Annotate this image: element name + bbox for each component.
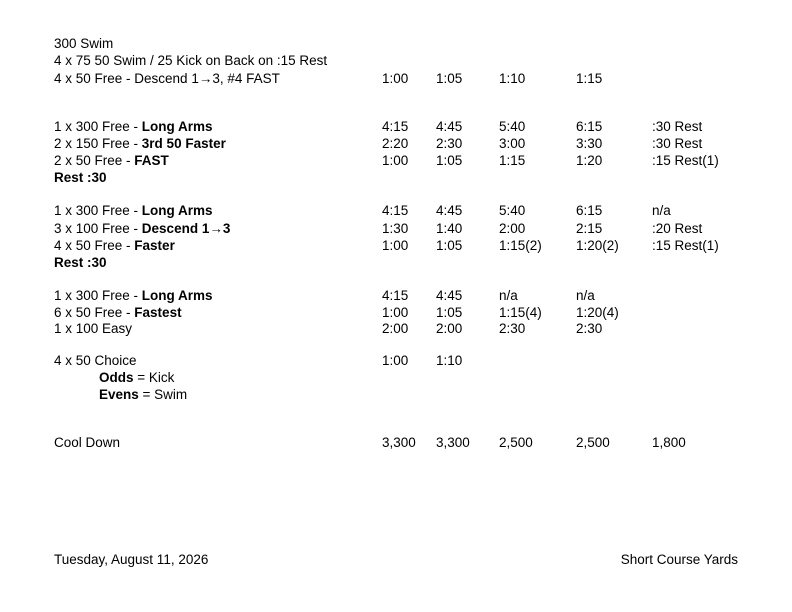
interval-1: 1:00: [382, 353, 409, 368]
interval-1: 4:15: [382, 203, 409, 218]
interval-1: 2:00: [382, 321, 409, 336]
footer-date: Tuesday, August 11, 2026: [54, 552, 209, 567]
set2-row-3: [0, 237, 792, 254]
interval-2: 2:30: [436, 136, 463, 151]
set2-row-2-focus: Descend 1→3: [141, 221, 231, 236]
interval-3: 2:30: [499, 321, 526, 336]
interval-4: 1:20: [576, 153, 603, 168]
odds-label: Odds: [99, 370, 134, 385]
set3-row-2-focus: Fastest: [134, 305, 182, 320]
interval-3: 1:15(2): [499, 238, 542, 253]
set2-row-3-prefix: 4 x 50 Free -: [54, 238, 135, 253]
rest-note: :30 Rest: [652, 136, 703, 151]
cooldown-row: [0, 434, 792, 451]
warmup-row-3: [0, 70, 792, 87]
cooldown-label: Cool Down: [54, 435, 121, 450]
interval-2: 1:05: [436, 71, 463, 86]
interval-1: 1:00: [382, 238, 409, 253]
interval-3: 1:15: [499, 153, 526, 168]
set3-row-1-desc: [54, 287, 213, 304]
interval-3: 2:00: [499, 221, 526, 236]
interval-3: 1:10: [499, 71, 526, 86]
rest-note: :15 Rest(1): [652, 153, 719, 168]
set1-row-1-focus: Long Arms: [141, 119, 213, 134]
interval-2: 4:45: [436, 119, 463, 134]
warmup-line-3: 4 x 50 Free - Descend 1→3, #4 FAST: [54, 71, 280, 86]
interval-4: 1:15: [576, 71, 603, 86]
interval-1: 1:00: [382, 305, 409, 320]
set1-row-1-prefix: 1 x 300 Free -: [54, 119, 142, 134]
interval-4: 2:30: [576, 321, 603, 336]
choice-label: 4 x 50 Choice: [54, 353, 137, 368]
warmup-line-2: 4 x 75 50 Swim / 25 Kick on Back on :15 Rest: [54, 53, 328, 68]
set1-row-2-focus: 3rd 50 Faster: [141, 136, 226, 151]
interval-2: 1:40: [436, 221, 463, 236]
choice-evens: [99, 386, 187, 403]
choice-row: [0, 352, 792, 369]
set2-row-1: [0, 202, 792, 219]
interval-4: 1:20(4): [576, 305, 619, 320]
set2-row-1-focus: Long Arms: [141, 203, 213, 218]
interval-4: 3:30: [576, 136, 603, 151]
set3-row-3: [0, 320, 792, 337]
set3-row-1: [0, 287, 792, 304]
interval-3: n/a: [499, 288, 518, 303]
evens-value: = Swim: [138, 387, 188, 402]
set1-row-3-desc: [54, 152, 169, 169]
rest-note: :20 Rest: [652, 221, 703, 236]
set3-row-3-desc: 1 x 100 Easy: [54, 321, 133, 336]
evens-label: Evens: [99, 387, 139, 402]
rest-note: :15 Rest(1): [652, 238, 719, 253]
set1-row-3: [0, 152, 792, 169]
set3-row-1-focus: Long Arms: [141, 288, 213, 303]
interval-1: 4:15: [382, 288, 409, 303]
interval-3: 1:15(4): [499, 305, 542, 320]
interval-2: 4:45: [436, 288, 463, 303]
interval-3: 5:40: [499, 119, 526, 134]
set1-row-1-desc: [54, 118, 213, 135]
interval-3: 3:00: [499, 136, 526, 151]
set2-row-2: [0, 220, 792, 237]
choice-evens-row: [0, 386, 792, 403]
total-4: 2,500: [576, 435, 610, 450]
total-2: 3,300: [436, 435, 470, 450]
set2-row-3-focus: Faster: [134, 238, 175, 253]
interval-1: 1:30: [382, 221, 409, 236]
set2-rest-label: Rest :30: [54, 255, 107, 270]
set1-row-2: [0, 135, 792, 152]
set1-row-1: [0, 118, 792, 135]
total-1: 3,300: [382, 435, 416, 450]
set2-row-2-prefix: 3 x 100 Free -: [54, 221, 142, 236]
set1-row-3-prefix: 2 x 50 Free -: [54, 153, 135, 168]
interval-1: 1:00: [382, 71, 409, 86]
set2-row-3-desc: [54, 237, 175, 254]
choice-odds: [99, 369, 174, 386]
rest-note: :30 Rest: [652, 119, 703, 134]
set1-row-3-focus: FAST: [134, 153, 169, 168]
interval-1: 4:15: [382, 119, 409, 134]
set2-row-1-desc: [54, 202, 213, 219]
interval-2: 1:05: [436, 238, 463, 253]
interval-2: 4:45: [436, 203, 463, 218]
set1-row-2-desc: [54, 135, 226, 152]
set3-row-2: [0, 304, 792, 321]
interval-2: 1:05: [436, 305, 463, 320]
footer-course: Short Course Yards: [620, 552, 738, 567]
interval-2: 2:00: [436, 321, 463, 336]
interval-1: 2:20: [382, 136, 409, 151]
interval-4: 6:15: [576, 119, 603, 134]
interval-4: 1:20(2): [576, 238, 619, 253]
set3-row-1-prefix: 1 x 300 Free -: [54, 288, 142, 303]
choice-odds-row: [0, 369, 792, 386]
interval-2: 1:05: [436, 153, 463, 168]
interval-4: 2:15: [576, 221, 603, 236]
set2-row-1-prefix: 1 x 300 Free -: [54, 203, 142, 218]
set3-row-2-desc: [54, 304, 182, 321]
set1-rest-label: Rest :30: [54, 170, 107, 185]
interval-4: n/a: [576, 288, 595, 303]
interval-3: 5:40: [499, 203, 526, 218]
warmup-line-1: 300 Swim: [54, 36, 114, 51]
total-5: 1,800: [652, 435, 686, 450]
set2-row-2-desc: [54, 220, 230, 237]
total-3: 2,500: [499, 435, 533, 450]
interval-4: 6:15: [576, 203, 603, 218]
rest-note: n/a: [652, 203, 671, 218]
interval-1: 1:00: [382, 153, 409, 168]
set3-row-2-prefix: 6 x 50 Free -: [54, 305, 135, 320]
set1-row-2-prefix: 2 x 150 Free -: [54, 136, 142, 151]
odds-value: = Kick: [133, 370, 175, 385]
interval-2: 1:10: [436, 353, 463, 368]
